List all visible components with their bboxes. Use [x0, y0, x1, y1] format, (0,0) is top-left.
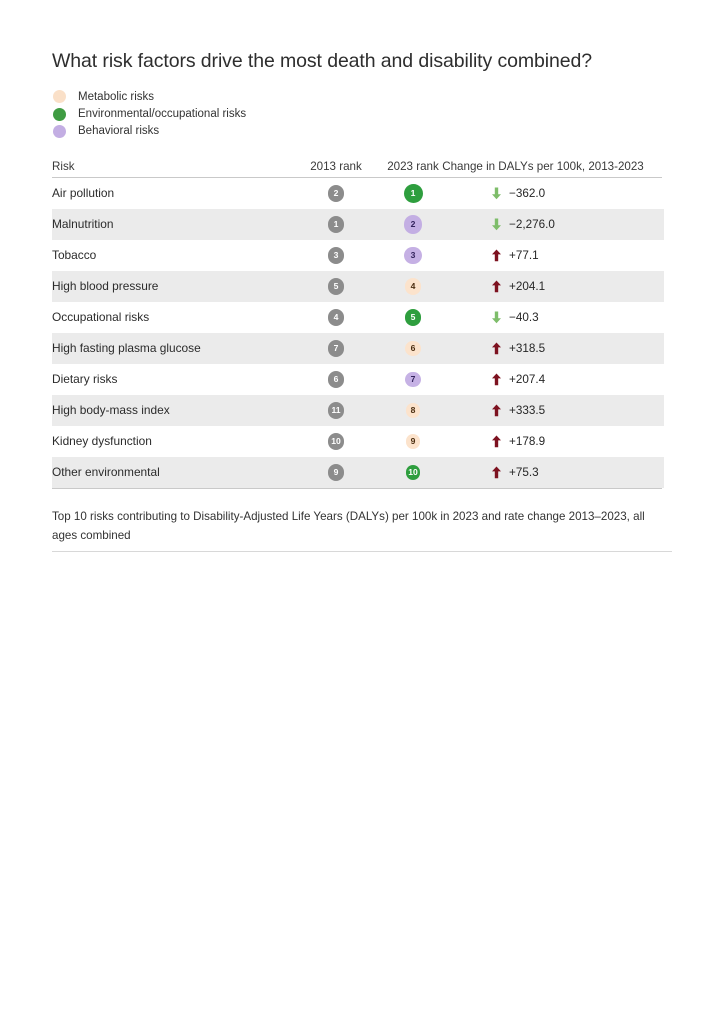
legend-item-label: Environmental/occupational risks: [78, 108, 247, 121]
cell-change: [424, 302, 662, 333]
legend-swatch-icon: [53, 90, 66, 103]
change-value: −362.0: [509, 187, 546, 200]
rank-badge-2013: 4: [328, 309, 345, 326]
legend-item-label: Metabolic risks: [78, 90, 155, 103]
table-row[interactable]: [52, 302, 664, 333]
cell-change: [424, 271, 662, 302]
change-value: −40.3: [509, 311, 539, 324]
rank-badge-2013: 6: [328, 371, 345, 388]
change-value: +178.9: [509, 435, 546, 448]
legend-item: [52, 105, 246, 122]
change-value: +318.5: [509, 342, 546, 355]
cell-change: [424, 395, 662, 426]
change-value: −2,276.0: [509, 218, 555, 231]
table-row[interactable]: [52, 209, 664, 240]
rank-badge-2023: 4: [405, 278, 422, 295]
cell-risk-name: Dietary risks: [52, 372, 118, 386]
rank-badge-2023: 6: [405, 341, 421, 357]
footer-note: [52, 508, 648, 545]
cell-risk-name: Malnutrition: [52, 217, 114, 231]
arrow-up-icon: [491, 342, 502, 355]
arrow-up-icon: [491, 373, 502, 386]
arrow-up-icon: [491, 280, 502, 293]
table-row[interactable]: [52, 178, 664, 209]
legend: [52, 88, 246, 140]
column-header-risk: Risk: [52, 160, 75, 173]
column-header-rank-2023: 2023 rank: [387, 160, 439, 173]
rank-badge-2023: 5: [405, 309, 421, 325]
legend-swatch-icon: [53, 125, 66, 138]
rank-badge-2013: 9: [328, 464, 345, 481]
table-header-row: [52, 155, 662, 178]
cell-risk-name: Other environmental: [52, 465, 160, 479]
cell-change: [424, 426, 662, 457]
rank-badge-2023: 10: [406, 465, 420, 479]
change-value: +75.3: [509, 466, 539, 479]
table-body: [52, 178, 664, 488]
rank-badge-2023: 8: [406, 403, 421, 418]
legend-item-label: Behavioral risks: [78, 125, 160, 138]
column-header-rank-2013: 2013 rank: [310, 160, 362, 173]
rank-badge-2023: 2: [404, 215, 422, 233]
rank-badge-2013: 10: [328, 433, 345, 450]
rank-badge-2013: 5: [328, 278, 345, 295]
risk-table: [52, 155, 664, 489]
cell-risk-name: High body-mass index: [52, 403, 170, 417]
rank-badge-2023: 7: [405, 372, 420, 387]
cell-change: [424, 457, 662, 488]
column-header-change: Change in DALYs per 100k, 2013-2023: [442, 160, 644, 173]
rank-badge-2023: 1: [404, 184, 423, 203]
table-row[interactable]: [52, 395, 664, 426]
table-bottom-divider: [52, 488, 662, 489]
footer-text: Top 10 risks contributing to Disability-Adjusted Life Years (DALYs) per 100k in 2023 and rate change 2013–2023, all ages combined: [52, 510, 645, 542]
table-row[interactable]: [52, 426, 664, 457]
arrow-down-icon: [491, 187, 502, 200]
cell-risk-name: High blood pressure: [52, 279, 159, 293]
rank-badge-2013: 1: [328, 216, 345, 233]
cell-risk-name: Kidney dysfunction: [52, 434, 152, 448]
cell-change: [424, 333, 662, 364]
rank-badge-2013: 11: [328, 402, 345, 419]
arrow-up-icon: [491, 435, 502, 448]
cell-risk-name: Tobacco: [52, 248, 97, 262]
cell-change: [424, 240, 662, 271]
cell-change: [424, 364, 662, 395]
arrow-down-icon: [491, 218, 502, 231]
cell-risk-name: Occupational risks: [52, 310, 150, 324]
rank-badge-2023: 3: [404, 247, 421, 264]
legend-item: [52, 123, 246, 140]
cell-risk-name: Air pollution: [52, 186, 115, 200]
change-value: +204.1: [509, 280, 546, 293]
legend-item: [52, 88, 246, 105]
table-row[interactable]: [52, 333, 664, 364]
cell-change: [424, 178, 662, 209]
rank-badge-2013: 3: [328, 247, 345, 264]
arrow-up-icon: [491, 249, 502, 262]
cell-change: [424, 209, 662, 240]
table-row[interactable]: [52, 271, 664, 302]
cell-risk-name: High fasting plasma glucose: [52, 341, 201, 355]
footer-divider: [52, 551, 672, 552]
arrow-up-icon: [491, 404, 502, 417]
arrow-up-icon: [491, 466, 502, 479]
change-value: +333.5: [509, 404, 546, 417]
change-value: +207.4: [509, 373, 546, 386]
legend-swatch-icon: [53, 108, 66, 121]
change-value: +77.1: [509, 249, 539, 262]
table-row[interactable]: [52, 364, 664, 395]
table-row[interactable]: [52, 240, 664, 271]
arrow-down-icon: [491, 311, 502, 324]
rank-badge-2023: 9: [406, 434, 420, 448]
rank-badge-2013: 2: [328, 185, 345, 202]
page-title: What risk factors drive the most death and disability combined?: [52, 50, 592, 72]
table-row[interactable]: [52, 457, 664, 488]
rank-badge-2013: 7: [328, 340, 345, 357]
